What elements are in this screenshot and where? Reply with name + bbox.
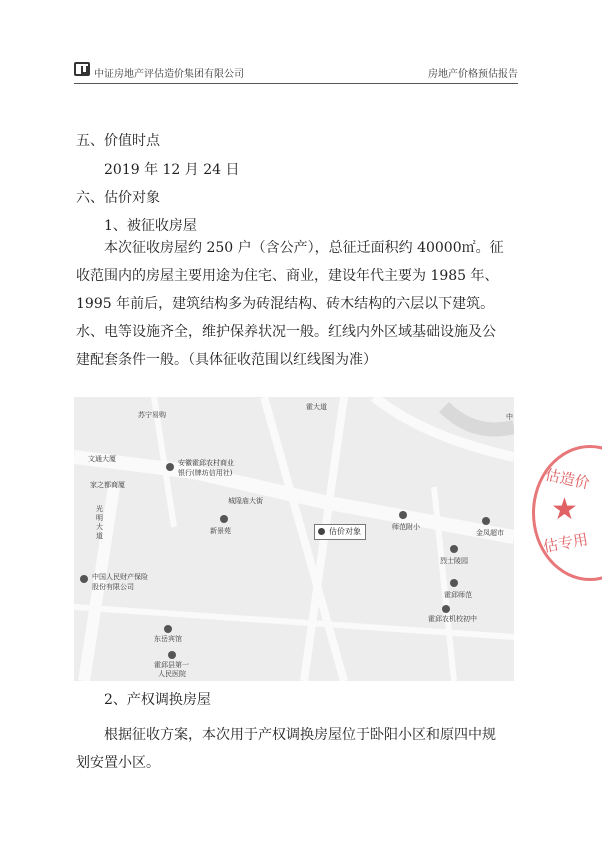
map-label-renbao2: 股份有限公司 [92, 583, 134, 591]
map-pin-icon [164, 625, 172, 633]
company-name: 中证房地产评估造价集团有限公司 [94, 69, 244, 80]
map-pin-icon [80, 575, 88, 583]
map-label-hospital: 霍邱县第一 [154, 661, 189, 669]
stamp-text-top: 估造价 [543, 465, 592, 493]
company-logo-icon [74, 62, 90, 76]
hospital-icon [168, 651, 176, 659]
report-title: 房地产价格预估报告 [428, 69, 518, 80]
star-icon: ★ [551, 492, 578, 527]
map-pin-icon [220, 515, 228, 523]
map-label-lieshi: 烈士陵园 [440, 557, 468, 565]
stamp-text-bottom: 估专用 [541, 530, 590, 556]
map-pin-icon [166, 463, 174, 471]
map-pin-icon [399, 511, 407, 519]
map-pin-icon [482, 517, 490, 525]
map-label-suning: 苏宁易购 [138, 411, 166, 419]
location-map [74, 397, 514, 681]
map-label-nongshang: 安徽霍邱农村商业 [178, 459, 234, 467]
valuation-target-marker: 估价对象 [314, 524, 366, 540]
map-label-nongji: 霍邱农机校初中 [428, 615, 477, 623]
map-label-renbao: 中国人民财产保险 [92, 573, 148, 581]
map-label-shifan: 师范附小 [392, 523, 420, 531]
para1-line: 1995 年前后，建筑结构多为砖混结构、砖木结构的六层以下建筑。 [76, 296, 495, 312]
map-pin-icon [442, 605, 450, 613]
para1-line: 水、电等设施齐全，维护保养状况一般。红线内外区域基础设施及公 [76, 324, 496, 340]
map-label-hospital2: 人民医院 [158, 670, 186, 678]
section-6-title: 六、估价对象 [76, 190, 160, 206]
map-label-huoqiu-sf: 霍邱师范 [444, 591, 472, 599]
para1-line: 建配套条件一般。（具体征收范围以红线图为准） [76, 352, 377, 368]
header-divider [74, 83, 518, 84]
map-label-chengshu: 城隍庙大街 [228, 497, 263, 505]
map-label-zhong: 中 [506, 413, 513, 421]
map-pin-icon [450, 579, 458, 587]
para1-line: 收范围内的房屋主要用途为住宅、商业，建设年代主要为 1985 年、 [76, 268, 499, 284]
map-roads [74, 397, 514, 681]
para1-line: 本次征收房屋约 250 户（含公产），总征迁面积约 40000㎡。征 [104, 240, 504, 256]
map-label-guangming: 光明大道 [96, 505, 103, 540]
map-label-xinjing: 新景苑 [210, 527, 231, 535]
para2-line: 根据征收方案，本次用于产权调换房屋位于卧阳小区和原四中规 [104, 727, 496, 743]
subsection-2-title: 2、产权调换房屋 [104, 692, 211, 708]
map-label-road-top: 霍大道 [306, 403, 327, 411]
page-header [74, 60, 518, 82]
map-label-jinfeng: 金凤超市 [476, 529, 504, 537]
para2-line: 划安置小区。 [76, 755, 160, 771]
subsection-1-title: 1、被征收房屋 [104, 218, 197, 234]
map-pin-icon [450, 545, 458, 553]
map-label-dongyue: 东岳宾馆 [154, 635, 182, 643]
company-seal-stamp [532, 445, 602, 581]
map-label-jiazhidu: 家之都商厦 [90, 481, 125, 489]
section-5-title: 五、价值时点 [76, 133, 160, 149]
value-date: 2019 年 12 月 24 日 [104, 162, 240, 178]
map-label-wentong: 文通大厦 [88, 455, 116, 463]
map-label-nongshang2: 银行(牌坊信用社) [178, 469, 233, 477]
